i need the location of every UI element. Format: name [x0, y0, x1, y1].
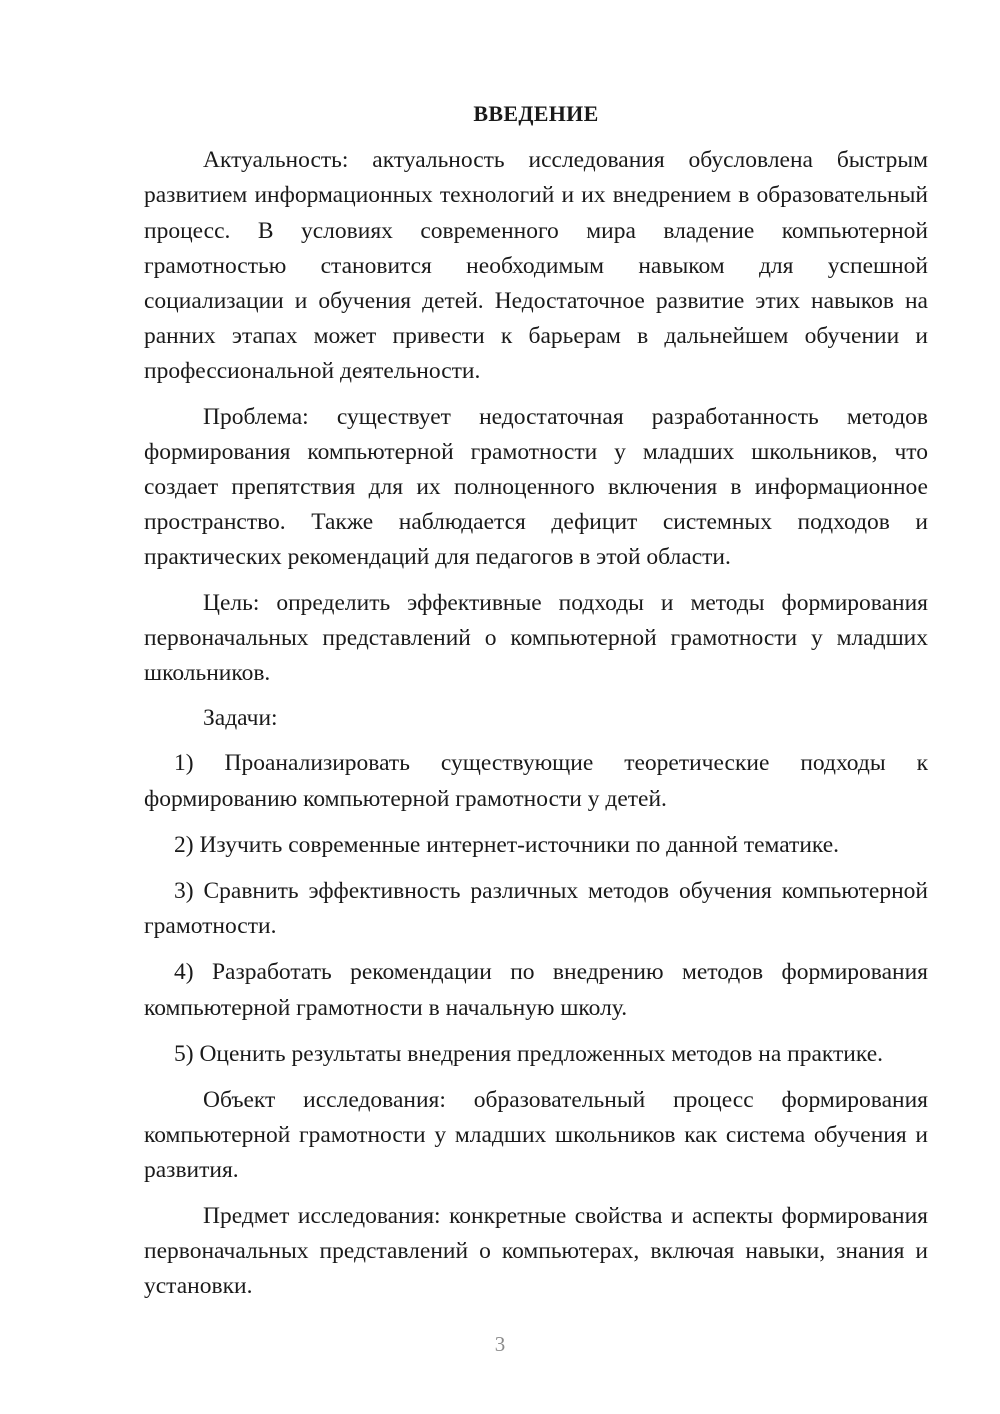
task-item-1: 1) Проанализировать существующие теоретические подходы к формированию компьютерной грамотности у детей. — [144, 750, 928, 812]
paragraph-relevance: Актуальность: актуальность исследования обусловлена быстрым развитием информационных технологий и их внедрением в образовательный процесс. В условиях современного мира владение компьютерной грамотностью становится необходимым навыком для успешной социализации и обучения детей. Недостаточное развитие этих навыков на ранних этапах может привести к барьерам в дальнейшем обучении и профессиональной деятельности. — [144, 147, 928, 385]
page-content — [144, 96, 928, 1314]
tasks-heading: Задачи: — [203, 705, 278, 732]
task-item-5: 5) Оценить результаты внедрения предложенных методов на практике. — [174, 1040, 884, 1067]
task-item-2: 2) Изучить современные интернет-источники по данной тематике. — [174, 831, 840, 858]
task-item-3: 3) Сравнить эффективность различных методов обучения компьютерной грамотности. — [144, 878, 928, 940]
page-number: 3 — [494, 1332, 506, 1356]
task-item-4: 4) Разработать рекомендации по внедрению методов формирования компьютерной грамотности в начальную школу. — [144, 959, 928, 1021]
paragraph-problem: Проблема: существует недостаточная разработанность методов формирования компьютерной грамотности у младших школьников, что создает препятствия для их полноценного включения в информационное пространство. Также наблюдается дефицит системных подходов и практических рекомендаций для педагогов в этой области. — [144, 403, 928, 571]
paragraph-object: Объект исследования: образовательный процесс формирования компьютерной грамотности у младших школьников как система обучения и развития. — [144, 1087, 928, 1184]
paragraph-subject: Предмет исследования: конкретные свойства и аспекты формирования первоначальных представлений о компьютерах, включая навыки, знания и установки. — [144, 1202, 928, 1300]
page-title: ВВЕДЕНИЕ — [473, 101, 599, 126]
paragraph-goal: Цель: определить эффективные подходы и методы формирования первоначальных представлений о компьютерной грамотности у младших школьников. — [144, 589, 928, 687]
